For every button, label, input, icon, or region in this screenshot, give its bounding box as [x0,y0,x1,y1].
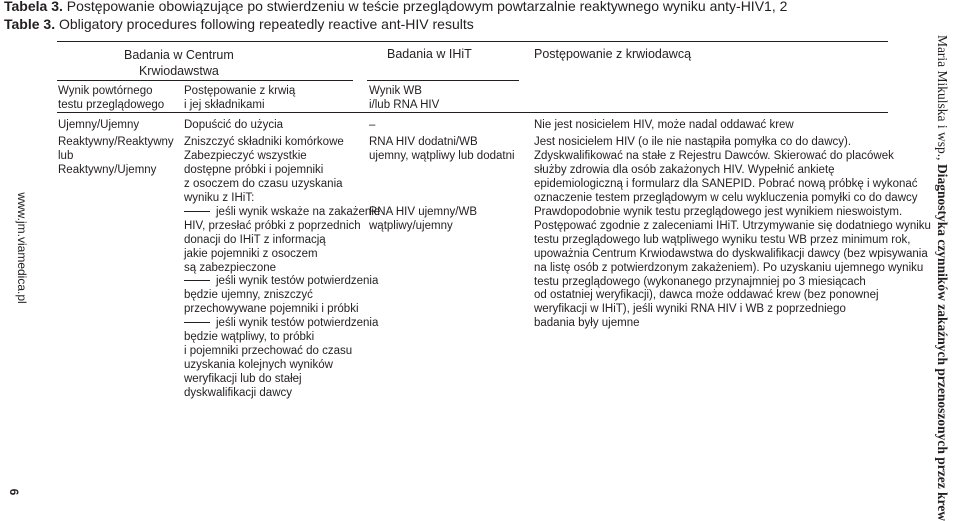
dash-icon [184,322,210,323]
row2-donor-a: Jest nosicielem HIV (o ile nie nastąpiła pomyłka co do dawcy). Zdyskwalifikować na stałe z Rejestru Dawców. Skierować do placówek służby zdrowia dla osób zakażonych HIV. Wypełnić ankietę epidemiologiczną i formularz dla SANEPID. Pobrać nową próbkę i wykonać oznaczenie testem przeglądowym w celu wykluczenia pomyłki co do dawcy [534,136,918,204]
header-result: Wynik powtórnego testu przeglądowego [58,85,165,111]
header-group-ihit: Badania w IHiT [387,47,472,61]
header-group-donor: Postępowanie z krwiodawcą [534,47,692,61]
running-header: Maria Mikulska i wsp., Diagnostyka czynników zakaźnych przenoszonych przez krew [935,34,950,521]
row2-blood-bullet-1: jeśli wynik wskaże na zakażenie HIV, przesłać próbki z poprzednich donacji do IHiT z informacją jakie pojemniki z osoczem są zabezpieczone [184,206,381,274]
row1-blood: Dopuścić do użycia [184,119,284,131]
row1-ihit: – [369,119,376,131]
header-group-centrum: Badania w Centrum Krwiodawstwa [124,48,234,78]
table-top-rule [57,41,888,42]
row1-result: Ujemny/Ujemny [58,119,140,131]
dash-icon [184,211,210,212]
header-ihit-result: Wynik WB i/lub RNA HIV [369,85,440,111]
dash-icon [184,280,210,281]
row2-blood-bullet-3: jeśli wynik testów potwierdzenia będzie wątpliwy, to próbki i pojemniki przechować do czasu uzyskania kolejnych wyników weryfikacji lub do stałej dyskwalifikacji dawcy [184,317,379,399]
page-number: 6 [7,488,21,496]
table-title-english: Table 3. Obligatory procedures following repeatedly reactive ant-HIV results [4,16,474,32]
header-blood: Postępowanie z krwią i jej składnikami [184,85,296,111]
centrum-header-rule [57,80,353,81]
row2-blood-bullet-2: jeśli wynik testów potwierdzenia będzie ujemny, zniszczyć przechowywane pojemniki i próbki [184,275,379,315]
journal-url: www.jm.viamedica.pl [15,192,29,304]
table-title-polish: Tabela 3. Postępowanie obowiązujące po stwierdzeniu w teście przeglądowym powtarzalnie reaktywnego wyniku anty-HIV1, 2 [4,0,788,14]
row2-result: Reaktywny/Reaktywny lub Reaktywny/Ujemny [58,136,174,176]
ihit-header-rule [367,80,519,81]
header-bottom-rule [57,112,888,113]
row1-donor: Nie jest nosicielem HIV, może nadal oddawać krew [534,119,794,131]
row2-ihit-a: RNA HIV dodatni/WB ujemny, wątpliwy lub dodatni [369,136,515,162]
row2-donor-b: Prawdopodobnie wynik testu przeglądowego jest wynikiem nieswoistym. Postępować zgodnie z zaleceniami IHiT. Utrzymywanie się dodatniego wyniku testu przeglądowego lub wątpliwego wyniku testu WB przez minimum rok, upoważnia Centrum Krwiodawstwa do dyskwalifikacji dawcy (bez wpisywania na listę osób z potwierdzonym zakażeniem). Po uzyskaniu ujemnego wyniku testu przeglądowego (wykonanego przynajmniej po 3 miesiącach od ostatniej weryfikacji), dawca może oddawać krew (bez ponownej weryfikacji w IHiT), jeśli wyniki RNA HIV i WB z poprzedniego badania były ujemne [534,206,931,330]
row2-blood-intro: Zniszczyć składniki komórkowe Zabezpieczyć wszystkie dostępne próbki i pojemniki z osoczem do czasu uzyskania wyniku z IHiT: [184,136,344,204]
row2-ihit-b: RNA HIV ujemny/WB wątpliwy/ujemny [369,206,477,232]
